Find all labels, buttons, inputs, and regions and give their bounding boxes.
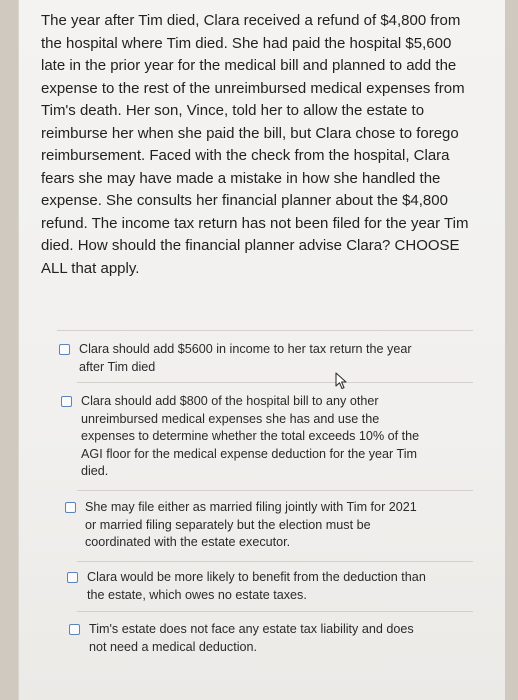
answer-option-2[interactable] [61,393,429,481]
option-label: Tim's estate does not face any estate tax liability and does not need a medical deduction. [89,622,414,654]
question-card [18,0,505,700]
checkbox[interactable] [59,344,70,355]
divider [77,611,473,612]
answer-option-5[interactable] [69,621,429,656]
checkbox[interactable] [69,624,80,635]
answer-option-1[interactable] [59,341,431,376]
divider [77,490,473,491]
question-text: The year after Tim died, Clara received a refund of $4,800 from the hospital where Tim died. She had paid the hospital $5,600 late in the prior year for the medical bill and planned to add the expense to the rest of the unreimbursed medical expenses from Tim's death. Her son, Vince, told her to allow the estate to reimburse her when she paid the bill, but Clara chose to forego reimbursement. Faced with the check from the hospital, Clara fears she may have made a mistake in how she handled the expense. She consults her financial planner about the $4,800 refund. The income tax return has not been filed for the year Tim died. How should the financial planner advise Clara? CHOOSE ALL that apply. [41,12,469,277]
divider [77,382,473,383]
checkbox[interactable] [61,396,72,407]
answer-option-3[interactable] [65,499,429,552]
divider [57,330,473,331]
option-label: Clara would be more likely to benefit from the deduction than the estate, which owes no estate taxes. [87,570,426,602]
checkbox[interactable] [65,502,76,513]
option-label: She may file either as married filing jointly with Tim for 2021 or married filing separately but the election must be coordinated with the estate executor. [85,500,417,549]
checkbox[interactable] [67,572,78,583]
option-label: Clara should add $800 of the hospital bill to any other unreimbursed medical expenses she has and use the expenses to determine whether the total exceeds 10% of the AGI floor for the medical expense deduction for the year Tim died. [81,394,420,478]
answer-option-4[interactable] [67,569,431,604]
option-label: Clara should add $5600 in income to her tax return the year after Tim died [79,342,412,374]
divider [77,561,473,562]
mouse-pointer-icon [335,372,349,390]
